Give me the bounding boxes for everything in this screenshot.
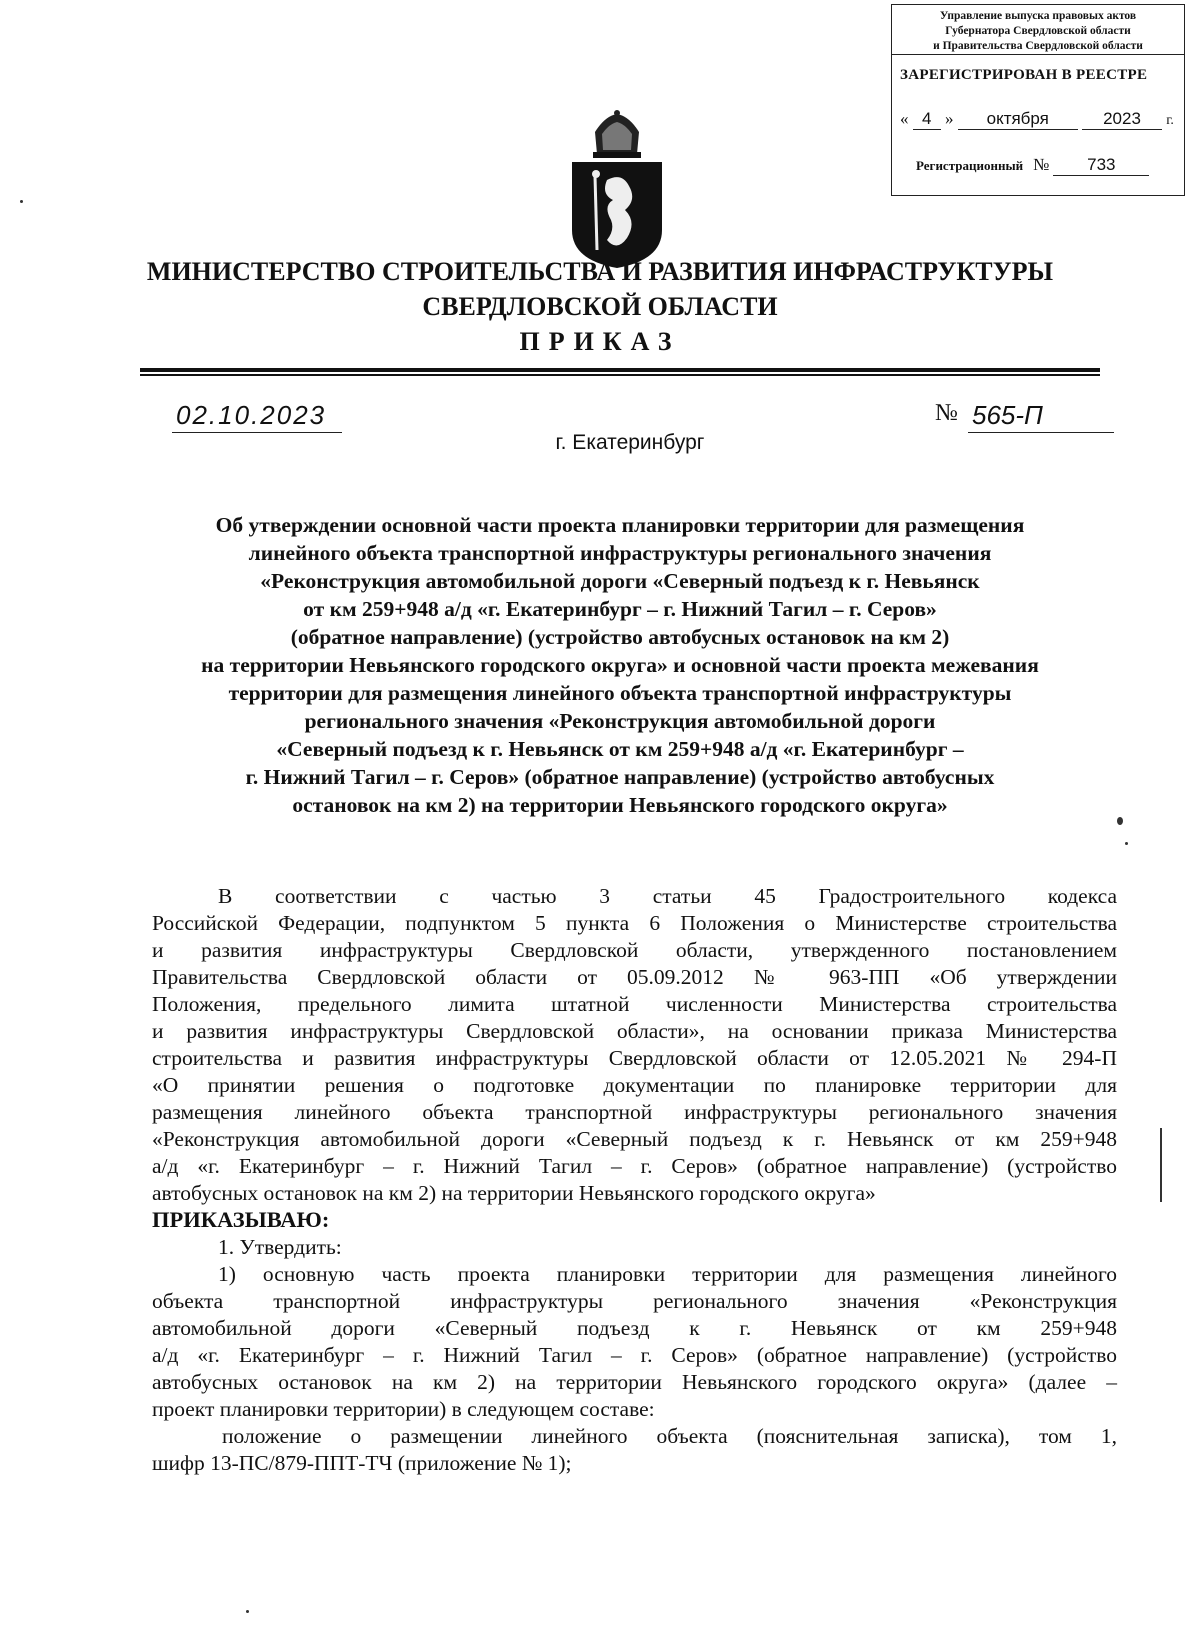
stamp-header: [892, 5, 1184, 55]
body-line: автобусных остановок на км 2) на территории Невьянского городского округа»: [152, 1181, 876, 1205]
stamp-registered-label: ЗАРЕГИСТРИРОВАН В РЕЕСТРЕ: [900, 67, 1148, 83]
stamp-day: 4: [913, 109, 941, 130]
crown-icon: [593, 110, 641, 158]
stamp-header-line: Управление выпуска правовых актов: [939, 10, 1137, 22]
stamp-year: 2023: [1082, 109, 1162, 130]
sub-item-line: автобусных остановок на км 2) на территории Невьянского городского округа» (далее –: [152, 1370, 1117, 1394]
stamp-header-line: и Правительства Свердловской области: [933, 40, 1143, 52]
body-line: и развития инфраструктуры Свердловской области, утвержденного постановлением: [152, 938, 1117, 962]
subject-line: «Северный подъезд к г. Невьянск от км 259+948 а/д «г. Екатеринбург –: [276, 737, 964, 761]
document-type: ПРИКАЗ: [519, 327, 681, 356]
stamp-date: [900, 109, 1180, 133]
stamp-date-close: »: [945, 109, 954, 128]
subject-line: регионального значения «Реконструкция автомобильной дороги: [304, 709, 936, 733]
scan-speck: [246, 1610, 249, 1613]
subject-line: линейного объекта транспортной инфраструктуры регионального значения: [248, 541, 992, 565]
stamp-header-line: Губернатора Свердловской области: [945, 25, 1131, 37]
subject-line: остановок на км 2) на территории Невьянского городского округа»: [292, 793, 948, 817]
ministry-name-line1: МИНИСТЕРСТВО СТРОИТЕЛЬСТВА И РАЗВИТИЯ ИНФРАСТРУКТУРЫ: [146, 257, 1054, 286]
body-line: «О принятии решения о подготовке документации по планировке территории для: [152, 1073, 1117, 1097]
sub-item-line: шифр 13-ПС/879-ППТ-ТЧ (приложение № 1);: [152, 1451, 572, 1475]
order-number-field: [968, 402, 1114, 433]
sub-item-line: проект планировки территории) в следующем составе:: [152, 1397, 655, 1421]
coat-of-arms-emblem: [567, 110, 667, 270]
header-divider-thick: [140, 368, 1100, 372]
shield-icon: [572, 162, 662, 268]
subject-line: г. Нижний Тагил – г. Серов» (обратное направление) (устройство автобусных: [245, 765, 995, 789]
header-divider-thin: [140, 374, 1100, 376]
stamp-reg-number: [916, 155, 1176, 179]
scan-speck: [1117, 817, 1123, 825]
stamp-date-open: «: [900, 109, 909, 128]
subject-line: (обратное направление) (устройство автобусных остановок на км 2): [290, 625, 950, 649]
body-line: В соответствии с частью 3 статьи 45 Градостроительного кодекса: [218, 884, 1117, 908]
order-date: 02.10.2023: [176, 400, 327, 430]
scan-speck: [1125, 842, 1128, 845]
subject-line: «Реконструкция автомобильной дороги «Северный подъезд к г. Невьянск: [260, 569, 980, 593]
body-line: размещения линейного объекта транспортной инфраструктуры регионального значения: [152, 1100, 1117, 1124]
order-city: г. Екатеринбург: [555, 431, 705, 454]
stamp-year-suffix: г.: [1166, 113, 1174, 128]
body-line: Российской Федерации, подпунктом 5 пункта 6 Положения о Министерстве строительства: [152, 911, 1117, 935]
subject-line: территории для размещения линейного объекта транспортной инфраструктуры: [228, 681, 1012, 705]
body-line: Положения, предельного лимита штатной численности Министерства строительства: [152, 992, 1117, 1016]
scan-speck: [20, 200, 23, 203]
sub-item-line: а/д «г. Екатеринбург – г. Нижний Тагил – г. Серов» (обратное направление) (устройство: [152, 1343, 1117, 1367]
subject-line: Об утверждении основной части проекта планировки территории для размещения: [215, 513, 1025, 537]
ministry-name-line2: СВЕРДЛОВСКОЙ ОБЛАСТИ: [422, 292, 778, 321]
stamp-reg-label: Регистрационный: [916, 158, 1024, 173]
registration-stamp: [891, 4, 1185, 196]
order-subject: [140, 511, 1100, 819]
scan-edge-mark: [1160, 1128, 1162, 1202]
sub-item-line: автомобильной дороги «Северный подъезд к г. Невьянск от км 259+948: [152, 1316, 1117, 1340]
body-line: Правительства Свердловской области от 05.09.2012 № 963-ПП «Об утверждении: [152, 965, 1117, 989]
body-line: строительства и развития инфраструктуры Свердловской области от 12.05.2021 № 294-П: [152, 1046, 1117, 1070]
sub-item-line: положение о размещении линейного объекта (пояснительная записка), том 1,: [222, 1424, 1117, 1448]
subject-line: от км 259+948 а/д «г. Екатеринбург – г. Нижний Тагил – г. Серов»: [303, 597, 937, 621]
stamp-number-sign: №: [1033, 155, 1050, 174]
subject-line: на территории Невьянского городского округа» и основной части проекта межевания: [201, 653, 1039, 677]
order-number-sign: №: [935, 400, 958, 426]
stamp-month: октября: [958, 109, 1078, 130]
sub-item-line: объекта транспортной инфраструктуры регионального значения «Реконструкция: [152, 1289, 1117, 1313]
order-number: 565-П: [972, 400, 1043, 430]
order-date-field: [172, 402, 342, 433]
body-line: и развития инфраструктуры Свердловской области», на основании приказа Министерства: [152, 1019, 1117, 1043]
stamp-reg-number-value: 733: [1053, 155, 1149, 176]
body-line: «Реконструкция автомобильной дороги «Северный подъезд к г. Невьянск от км 259+948: [152, 1127, 1117, 1151]
directive-heading: ПРИКАЗЫВАЮ:: [152, 1207, 330, 1232]
body-line: а/д «г. Екатеринбург – г. Нижний Тагил – г. Серов» (обратное направление) (устройство: [152, 1154, 1117, 1178]
item-1: 1. Утвердить:: [218, 1235, 342, 1259]
sub-item-line: 1) основную часть проекта планировки территории для размещения линейного: [218, 1262, 1117, 1286]
